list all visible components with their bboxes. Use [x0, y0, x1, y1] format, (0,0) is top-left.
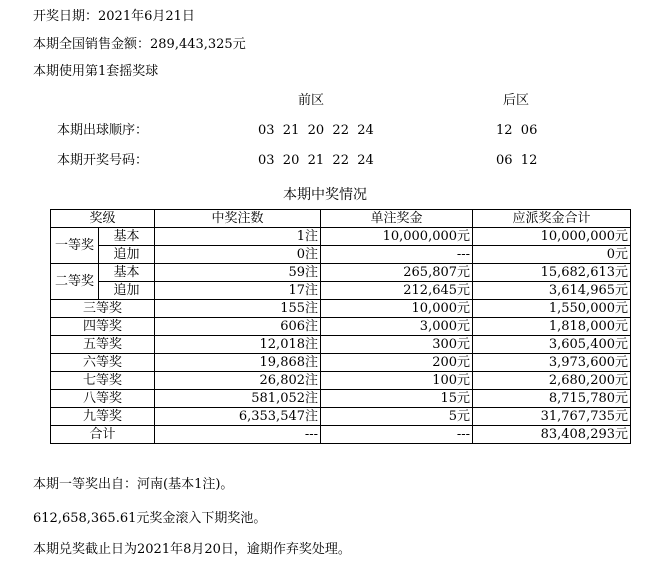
win-count: 17注: [155, 282, 321, 300]
winning-numbers-label: 本期开奖号码：: [57, 153, 149, 168]
sub-level: 追加: [99, 282, 155, 300]
total-prize: 1,818,000元: [473, 318, 631, 336]
prize-level: 八等奖: [51, 390, 155, 408]
first-prize-name: 一等奖: [51, 228, 99, 264]
sub-level: 追加: [99, 246, 155, 264]
draw-order-front: 03 21 20 22 24: [258, 123, 374, 138]
total-prize: 1,550,000元: [473, 300, 631, 318]
single-prize: 15元: [321, 390, 473, 408]
back-zone-label: 后区: [503, 93, 530, 108]
total-prize: 15,682,613元: [473, 264, 631, 282]
single-prize: 3,000元: [321, 318, 473, 336]
total-prize: 3,614,965元: [473, 282, 631, 300]
sales-amount: 本期全国销售金额：289,443,325元: [33, 37, 246, 52]
draw-order-back: 12 06: [496, 123, 538, 138]
table-row: [51, 246, 631, 264]
win-count: 581,052注: [155, 390, 321, 408]
header-prize: 单注奖金: [321, 210, 473, 228]
single-prize: 100元: [321, 372, 473, 390]
total-prize: 0元: [473, 246, 631, 264]
total-label: 合计: [51, 426, 155, 444]
single-prize: ---: [321, 246, 473, 264]
total-prize: 8,715,780元: [473, 390, 631, 408]
win-count: 26,802注: [155, 372, 321, 390]
table-title: 本期中奖情况: [283, 187, 367, 203]
table-row: [51, 228, 631, 246]
win-count: ---: [155, 426, 321, 444]
prize-level: 四等奖: [51, 318, 155, 336]
header-total: 应派奖金合计: [473, 210, 631, 228]
table-row: [51, 282, 631, 300]
draw-date: 开奖日期：2021年6月21日: [33, 9, 195, 24]
prize-level: 三等奖: [51, 300, 155, 318]
win-count: 0注: [155, 246, 321, 264]
header-level: 奖级: [51, 210, 155, 228]
win-count: 12,018注: [155, 336, 321, 354]
win-count: 1注: [155, 228, 321, 246]
total-prize: 31,767,735元: [473, 408, 631, 426]
table-total-row: [51, 426, 631, 444]
ball-set: 本期使用第1套摇奖球: [33, 64, 159, 79]
single-prize: 212,645元: [321, 282, 473, 300]
total-prize: 2,680,200元: [473, 372, 631, 390]
single-prize: 10,000,000元: [321, 228, 473, 246]
win-count: 606注: [155, 318, 321, 336]
single-prize: 265,807元: [321, 264, 473, 282]
header-count: 中奖注数: [155, 210, 321, 228]
single-prize: 200元: [321, 354, 473, 372]
table-header-row: [51, 210, 631, 228]
win-count: 155注: [155, 300, 321, 318]
win-count: 6,353,547注: [155, 408, 321, 426]
claim-deadline: 本期兑奖截止日为2021年8月20日，逾期作弃奖处理。: [33, 542, 351, 557]
prize-level: 七等奖: [51, 372, 155, 390]
single-prize: 5元: [321, 408, 473, 426]
draw-order-label: 本期出球顺序：: [57, 123, 149, 138]
table-row: [51, 372, 631, 390]
winning-numbers-front: 03 20 21 22 24: [258, 153, 374, 168]
single-prize: ---: [321, 426, 473, 444]
table-row: [51, 336, 631, 354]
table-row: [51, 300, 631, 318]
winning-numbers-back: 06 12: [496, 153, 538, 168]
table-row: [51, 354, 631, 372]
table-row: [51, 408, 631, 426]
sub-level: 基本: [99, 264, 155, 282]
sub-level: 基本: [99, 228, 155, 246]
jackpot-rollover: 612,658,365.61元奖金滚入下期奖池。: [33, 511, 267, 526]
total-prize: 3,973,600元: [473, 354, 631, 372]
win-count: 19,868注: [155, 354, 321, 372]
winner-location: 本期一等奖出自：河南(基本1注)。: [33, 477, 234, 492]
front-zone-label: 前区: [298, 93, 325, 108]
prize-level: 六等奖: [51, 354, 155, 372]
grand-total: 83,408,293元: [473, 426, 631, 444]
table-row: [51, 264, 631, 282]
second-prize-name: 二等奖: [51, 264, 99, 300]
prize-table: [50, 209, 631, 444]
single-prize: 300元: [321, 336, 473, 354]
table-row: [51, 390, 631, 408]
table-row: [51, 318, 631, 336]
prize-level: 五等奖: [51, 336, 155, 354]
win-count: 59注: [155, 264, 321, 282]
single-prize: 10,000元: [321, 300, 473, 318]
prize-level: 九等奖: [51, 408, 155, 426]
total-prize: 10,000,000元: [473, 228, 631, 246]
total-prize: 3,605,400元: [473, 336, 631, 354]
